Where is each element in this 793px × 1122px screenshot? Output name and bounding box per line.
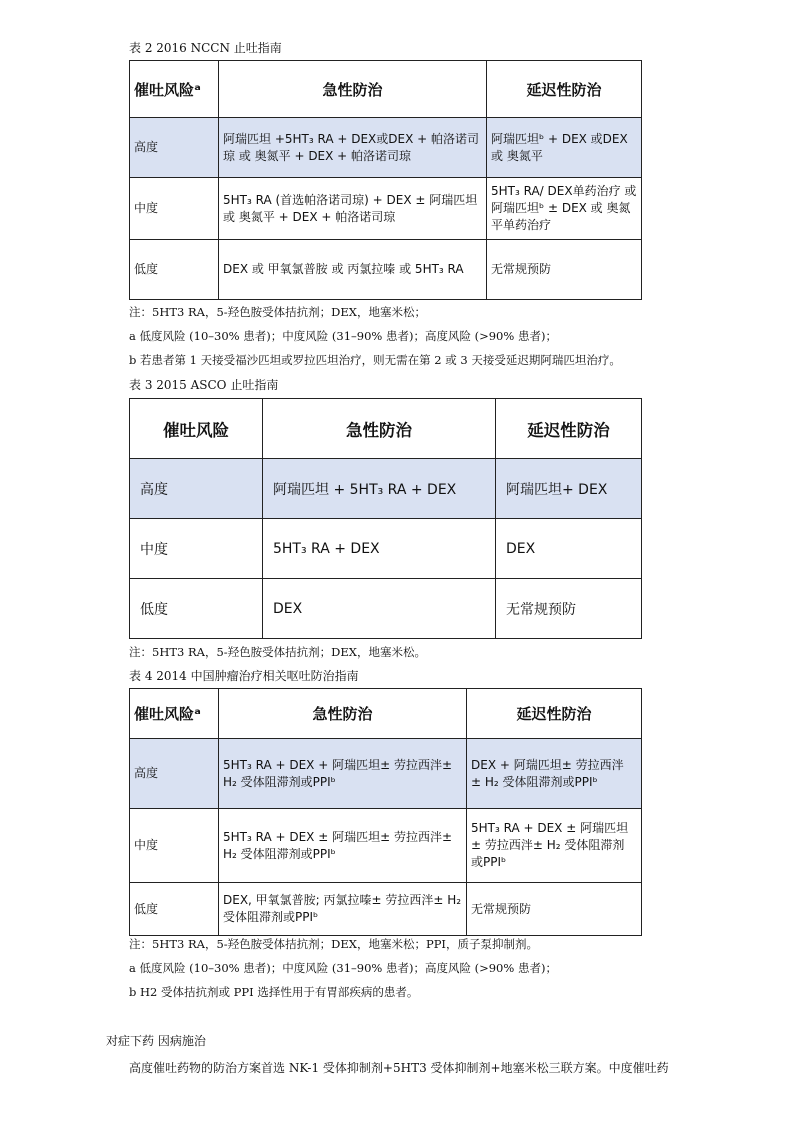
table2-note: 注：5HT3 RA，5-羟色胺受体拮抗剂；DEX，地塞米松； xyxy=(129,305,426,319)
risk-cell: 低度 xyxy=(130,579,263,639)
acute-cell: 5HT₃ RA + DEX xyxy=(263,519,496,579)
table3-caption: 表 3 2015 ASCO 止吐指南 xyxy=(129,378,279,392)
delayed-cell: 无常规预防 xyxy=(496,579,642,639)
acute-cell: 5HT₃ RA (首选帕洛诺司琼) + DEX ± 阿瑞匹坦 或 奥氮平 + DEX + 帕洛诺司琼 xyxy=(219,178,487,240)
delayed-cell: DEX xyxy=(496,519,642,579)
table4-caption: 表 4 2014 中国肿瘤治疗相关呕吐防治指南 xyxy=(129,669,359,683)
table-row xyxy=(130,118,642,178)
risk-cell: 低度 xyxy=(130,240,219,300)
acute-cell: DEX, 甲氧氯普胺; 丙氯拉嗪± 劳拉西泮± H₂ 受体阻滞剂或PPIᵇ xyxy=(219,883,467,936)
risk-cell: 中度 xyxy=(130,519,263,579)
table3-note: 注：5HT3 RA，5-羟色胺受体拮抗剂；DEX，地塞米松。 xyxy=(129,645,426,659)
acute-cell: 5HT₃ RA + DEX ± 阿瑞匹坦± 劳拉西泮± H₂ 受体阻滞剂或PPIᵇ xyxy=(219,809,467,883)
table2-footnote-a: a 低度风险 (10–30% 患者)；中度风险 (31–90% 患者)；高度风险 (>90% 患者)； xyxy=(129,329,557,343)
risk-cell: 低度 xyxy=(130,883,219,936)
header-risk: 催吐风险ᵃ xyxy=(130,61,219,118)
table-header-row xyxy=(130,689,642,739)
header-delayed: 延迟性防治 xyxy=(487,61,642,118)
delayed-cell: 无常规预防 xyxy=(487,240,642,300)
table2-nccn xyxy=(129,60,642,300)
table2-footnote-b: b 若患者第 1 天接受福沙匹坦或罗拉匹坦治疗，则无需在第 2 或 3 天接受延迟期阿瑞匹坦治疗。 xyxy=(129,353,621,367)
table-row xyxy=(130,739,642,809)
table-row xyxy=(130,809,642,883)
table4-footnote-a: a 低度风险 (10–30% 患者)；中度风险 (31–90% 患者)；高度风险 (>90% 患者)； xyxy=(129,961,557,975)
risk-cell: 高度 xyxy=(130,459,263,519)
acute-cell: DEX 或 甲氧氯普胺 或 丙氯拉嗪 或 5HT₃ RA xyxy=(219,240,487,300)
acute-cell: 5HT₃ RA + DEX + 阿瑞匹坦± 劳拉西泮± H₂ 受体阻滞剂或PPIᵇ xyxy=(219,739,467,809)
delayed-cell: 阿瑞匹坦+ DEX xyxy=(496,459,642,519)
table-row xyxy=(130,459,642,519)
delayed-cell: 无常规预防 xyxy=(467,883,642,936)
table4-china xyxy=(129,688,642,936)
table2-caption: 表 2 2016 NCCN 止吐指南 xyxy=(129,41,282,55)
table-row xyxy=(130,883,642,936)
delayed-cell: 阿瑞匹坦ᵇ + DEX 或DEX 或 奥氮平 xyxy=(487,118,642,178)
header-acute: 急性防治 xyxy=(219,61,487,118)
acute-cell: 阿瑞匹坦 + 5HT₃ RA + DEX xyxy=(263,459,496,519)
acute-cell: 阿瑞匹坦 +5HT₃ RA + DEX或DEX + 帕洛诺司琼 或 奥氮平 + DEX + 帕洛诺司琼 xyxy=(219,118,487,178)
header-risk: 催吐风险ᵃ xyxy=(130,689,219,739)
header-delayed: 延迟性防治 xyxy=(496,399,642,459)
table-row xyxy=(130,519,642,579)
table-row xyxy=(130,579,642,639)
table-header-row xyxy=(130,61,642,118)
header-acute: 急性防治 xyxy=(219,689,467,739)
acute-cell: DEX xyxy=(263,579,496,639)
table4-note: 注：5HT3 RA，5-羟色胺受体拮抗剂；DEX，地塞米松；PPI，质子泵抑制剂。 xyxy=(129,937,538,951)
section-heading: 对症下药 因病施治 xyxy=(106,1034,206,1048)
table-header-row xyxy=(130,399,642,459)
risk-cell: 高度 xyxy=(130,118,219,178)
table-row xyxy=(130,240,642,300)
delayed-cell: 5HT₃ RA/ DEX单药治疗 或 阿瑞匹坦ᵇ ± DEX 或 奥氮平单药治疗 xyxy=(487,178,642,240)
body-paragraph: 高度催吐药物的防治方案首选 NK-1 受体抑制剂+5HT3 受体抑制剂+地塞米松三联方案。中度催吐药 xyxy=(129,1061,669,1075)
header-risk: 催吐风险 xyxy=(130,399,263,459)
table4-footnote-b: b H2 受体拮抗剂或 PPI 选择性用于有胃部疾病的患者。 xyxy=(129,985,419,999)
risk-cell: 中度 xyxy=(130,809,219,883)
risk-cell: 中度 xyxy=(130,178,219,240)
delayed-cell: 5HT₃ RA + DEX ± 阿瑞匹坦 ± 劳拉西泮± H₂ 受体阻滞剂 或PPIᵇ xyxy=(467,809,642,883)
table-row xyxy=(130,178,642,240)
delayed-cell: DEX + 阿瑞匹坦± 劳拉西泮 ± H₂ 受体阻滞剂或PPIᵇ xyxy=(467,739,642,809)
table3-asco xyxy=(129,398,642,639)
header-acute: 急性防治 xyxy=(263,399,496,459)
header-delayed: 延迟性防治 xyxy=(467,689,642,739)
risk-cell: 高度 xyxy=(130,739,219,809)
